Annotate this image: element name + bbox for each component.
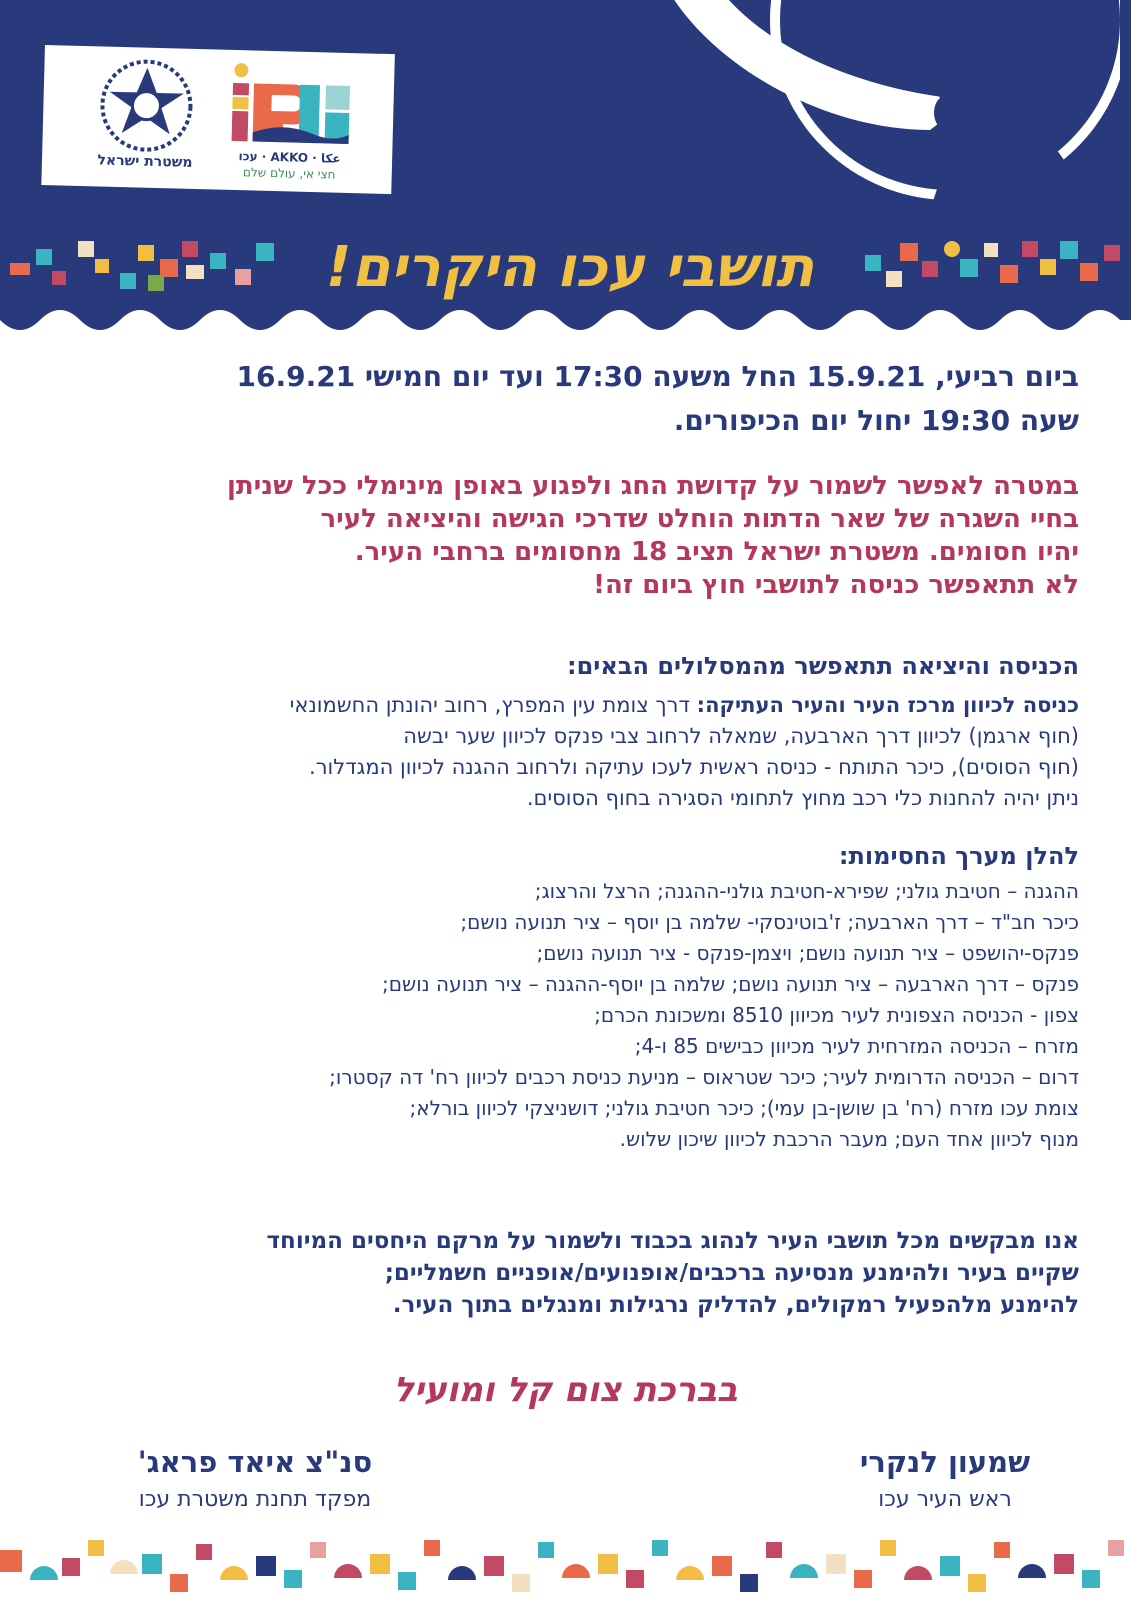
request-line: שקיים בעיר ולהימנע מנסיעה ברכבים/אופנועים/אופניים חשמליים; <box>384 1260 1079 1286</box>
checkpoint-item: דרום – הכניסה הדרומית לעיר; כיכר שטראוס – מניעת כניסת רכבים לכיוון רח' דה קסטרו; <box>329 1065 1079 1089</box>
checkpoint-item: ההגנה – חטיבת גולני; שפירא-חטיבת גולני-ההגנה; הרצל והרצוג; <box>534 879 1079 903</box>
checkpoint-item: פנקס – דרך הארבעה – ציר תנועה נושם; שלמה בן יוסף-ההגנה – ציר תנועה נושם; <box>382 972 1079 996</box>
signature-name: סנ"צ איאד פראג' <box>137 1445 373 1479</box>
dates-line: ביום רביעי, 15.9.21 החל משעה 17:30 ועד יום חמישי 16.9.21 <box>236 360 1079 393</box>
routes-paragraph <box>60 690 1079 814</box>
checkpoint-item: צומת עכו מזרח (רח' בן שושן-בן עמי); כיכר חטיבת גולני; דושניצקי לכיוון בורלא; <box>409 1096 1079 1120</box>
logo-card <box>41 45 395 194</box>
request-paragraph <box>60 1225 1079 1321</box>
akko-logo-tagline: חצי אי, עולם שלם <box>242 165 336 182</box>
akko-logo-icon <box>232 63 351 144</box>
notice-line: לא תתאפשר כניסה לתושבי חוץ ביום זה! <box>593 570 1079 600</box>
footer-pattern <box>0 1530 1131 1600</box>
checkpoint-item: מזרח – הכניסה המזרחית לעיר מכיוון כבישים 85 ו-4; <box>634 1034 1079 1058</box>
page-title: תושבי עכו היקרים! <box>325 235 815 300</box>
signature-role: ראש העיר עכו <box>878 1487 1012 1512</box>
routes-lead: כניסה לכיוון מרכז העיר והעיר העתיקה: <box>696 693 1079 717</box>
checkpoints-list <box>60 876 1079 1155</box>
police-logo-caption: משטרת ישראל <box>97 152 193 171</box>
wave-divider <box>0 300 1131 340</box>
routes-line: (חוף ארגמן) לכיוון דרך הארבעה, שמאלה לרחוב צבי פנקס לכיוון שער יבשה <box>403 724 1079 748</box>
header-banner <box>0 0 1131 340</box>
header-pattern-right <box>860 235 1131 295</box>
signature-mayor <box>820 1445 1070 1512</box>
routes-line: (חוף הסוסים), כיכר התותח - כניסה ראשית לעכו עתיקה ולרחוב ההגנה לכיוון המגדלור. <box>309 755 1079 779</box>
police-emblem-icon <box>101 61 191 151</box>
signature-police-commander <box>85 1445 425 1512</box>
blessing-text: בברכת צום קל ומועיל <box>393 1370 738 1410</box>
checkpoints-heading: להלן מערך החסימות: <box>838 842 1079 870</box>
routes-line-rest: דרך צומת עין המפרץ, רחוב יהונתן החשמונאי <box>289 693 697 717</box>
notice-line: בחיי השגרה של שאר הדתות הוחלט שדרכי הגישה והיציאה לעיר <box>320 504 1079 534</box>
checkpoint-item: כיכר חב"ד – דרך הארבעה; ז'בוטינסקי- שלמה בן יוסף – ציר תנועה נושם; <box>460 910 1079 934</box>
dates-paragraph <box>60 355 1079 443</box>
request-line: להימנע מלהפעיל רמקולים, להדליק נרגילות ומנגלים בתוך העיר. <box>392 1292 1079 1318</box>
checkpoint-item: מנוף לכיוון אחד העם; מעבר הרכבת לכיוון שיכון שלוש. <box>619 1127 1079 1151</box>
closure-notice <box>60 470 1079 602</box>
dates-line: שעה 19:30 יחול יום הכיפורים. <box>673 404 1079 437</box>
routes-heading: הכניסה והיציאה תתאפשר מהמסלולים הבאים: <box>567 652 1079 680</box>
akko-logo-lettering: עכו · AKKO · عكا <box>238 149 341 166</box>
checkpoint-item: פנקס-יהושפט – ציר תנועה נושם; ויצמן-פנקס - ציר תנועה נושם; <box>536 941 1079 965</box>
shofar-blower-illustration <box>640 0 1120 210</box>
checkpoint-item: צפון - הכניסה הצפונית לעיר מכיוון 8510 ומשכונת הכרם; <box>594 1003 1079 1027</box>
signature-name: שמעון לנקרי <box>859 1445 1031 1479</box>
routes-line <box>60 690 1079 721</box>
notice-line: יהיו חסומים. משטרת ישראל תציב 18 מחסומים ברחבי העיר. <box>354 537 1079 567</box>
routes-line: ניתן יהיה להחנות כלי רכב מחוץ לתחומי הסגירה בחוף הסוסים. <box>526 786 1079 810</box>
signature-role: מפקד תחנת משטרת עכו <box>138 1487 372 1512</box>
notice-line: במטרה לאפשר לשמור על קדושת החג ולפגוע באופן מינימלי ככל שניתן <box>226 471 1079 501</box>
request-line: אנו מבקשים מכל תושבי העיר לנהוג בכבוד ולשמור על מרקם היחסים המיוחד <box>266 1228 1079 1254</box>
header-pattern-left <box>0 235 290 295</box>
